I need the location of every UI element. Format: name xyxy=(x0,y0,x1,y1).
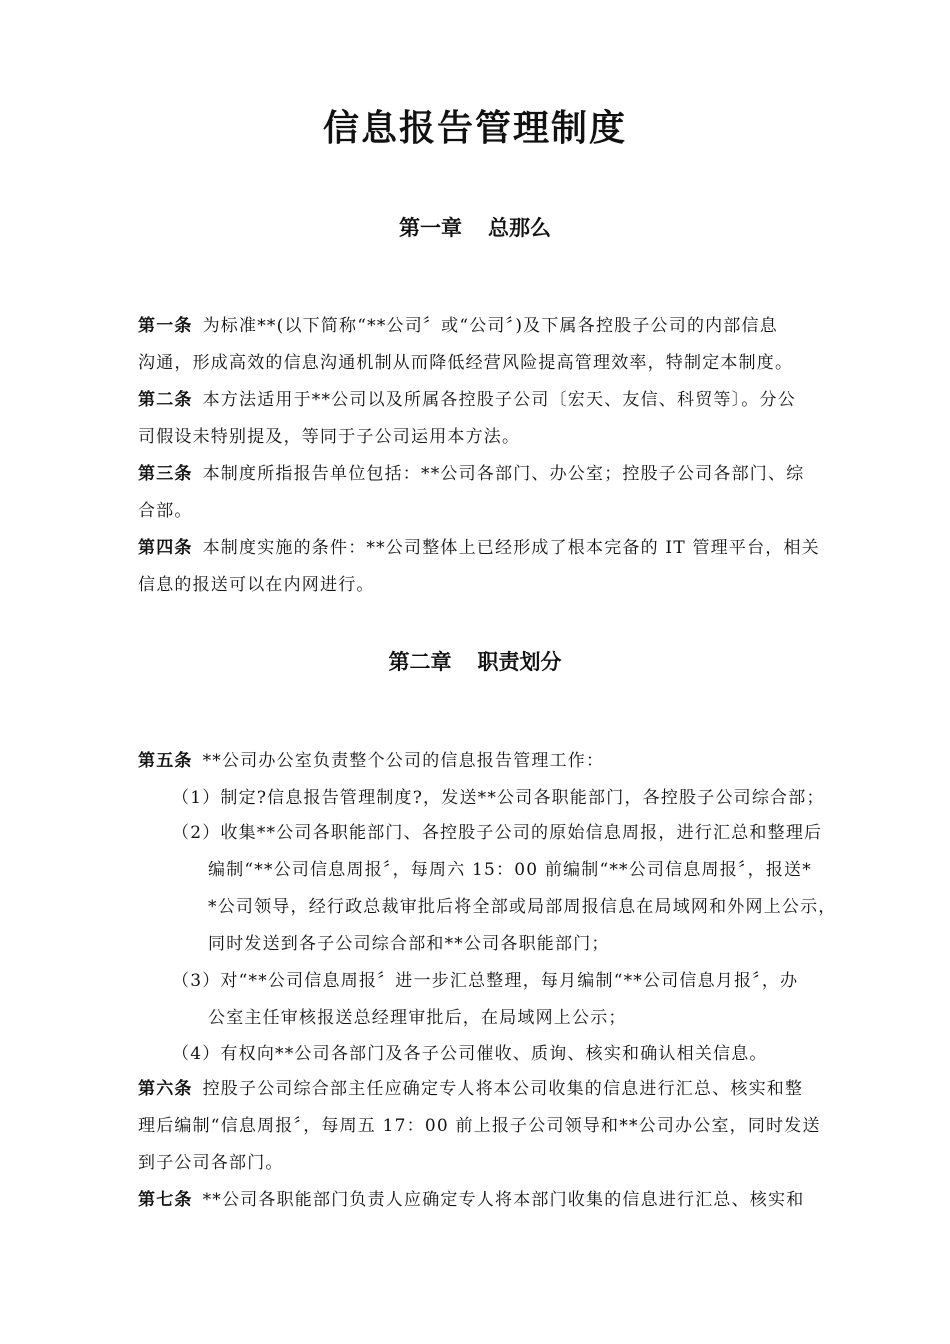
article-5-item-2-line-1: （2）收集**公司各职能部门、各控股子公司的原始信息周报，进行汇总和整理后 xyxy=(172,823,823,843)
article-1-label: 第一条 xyxy=(138,316,193,336)
article-5-label: 第五条 xyxy=(138,751,193,771)
article-5-line-1 xyxy=(138,749,878,773)
article-2-text: 本方法适用于**公司以及所属各控股子公司〔宏天、友信、科贸等〕。分公 xyxy=(202,390,796,410)
article-7-line-1 xyxy=(138,1188,878,1212)
chapter-2-heading xyxy=(0,646,950,676)
article-6-line-1 xyxy=(138,1077,878,1101)
article-6-line-3: 到子公司各部门。 xyxy=(138,1153,284,1173)
article-4-line-2: 信息的报送可以在内网进行。 xyxy=(138,575,375,595)
document-title: 信息报告管理制度 xyxy=(322,107,627,149)
article-5-item-2-line-3: *公司领导，经行政总裁审批后将全部或局部周报信息在局域网和外网上公示， xyxy=(208,897,837,917)
article-4-label: 第四条 xyxy=(138,538,193,558)
article-3-label: 第三条 xyxy=(138,464,193,484)
article-5-item-2-line-2: 编制“**公司信息周报〞，每周六 15：00 前编制“**公司信息周报〞，报送* xyxy=(208,860,812,880)
article-3-text: 本制度所指报告单位包括：**公司各部门、办公室；控股子公司各部门、综 xyxy=(202,464,805,484)
article-7-text: **公司各职能部门负责人应确定专人将本部门收集的信息进行汇总、核实和 xyxy=(202,1190,805,1210)
article-6-text: 控股子公司综合部主任应确定专人将本公司收集的信息进行汇总、核实和整 xyxy=(202,1079,804,1099)
article-1-line-1 xyxy=(138,314,878,338)
article-2-label: 第二条 xyxy=(138,390,193,410)
article-5-item-2-line-4: 同时发送到各子公司综合部和**公司各职能部门； xyxy=(208,934,610,954)
article-1-text: 为标准**(以下简称“**公司〞或“公司〞)及下属各控股子公司的内部信息 xyxy=(202,316,778,336)
article-5-item-3-line-2: 公室主任审核报送总经理审批后，在局域网上公示； xyxy=(208,1008,627,1028)
article-5-item-3-line-1: （3）对“**公司信息周报〞进一步汇总整理，每月编制“**公司信息月报〞，办 xyxy=(172,971,799,991)
chapter-2-number: 第二章 xyxy=(388,649,452,674)
article-4-text: 本制度实施的条件：**公司整体上已经形成了根本完备的 IT 管理平台，相关 xyxy=(202,538,820,558)
article-5-item-4: （4）有权向**公司各部门及各子公司催收、质询、核实和确认相关信息。 xyxy=(172,1044,768,1064)
article-3-line-2: 合部。 xyxy=(138,501,193,521)
article-6-line-2: 理后编制“信息周报〞，每周五 17：00 前上报子公司领导和**公司办公室，同时发送 xyxy=(138,1116,821,1136)
chapter-2-name: 职责划分 xyxy=(477,649,562,674)
article-5-text: **公司办公室负责整个公司的信息报告管理工作： xyxy=(202,751,605,771)
chapter-1-number: 第一章 xyxy=(399,215,462,240)
article-7-label: 第七条 xyxy=(138,1190,193,1210)
article-4-line-1 xyxy=(138,536,878,560)
article-3-line-1 xyxy=(138,462,878,486)
article-2-line-1 xyxy=(138,388,878,412)
article-6-label: 第六条 xyxy=(138,1079,193,1099)
chapter-1-name: 总那么 xyxy=(488,215,551,240)
article-5-item-1: （1）制定?信息报告管理制度?，发送**公司各职能部门，各控股子公司综合部； xyxy=(172,788,825,808)
article-2-line-2: 司假设未特别提及，等同于子公司运用本方法。 xyxy=(138,427,521,447)
article-1-line-2: 沟通，形成高效的信息沟通机制从而降低经营风险提高管理效率，特制定本制度。 xyxy=(138,353,794,373)
chapter-1-heading xyxy=(0,212,950,242)
